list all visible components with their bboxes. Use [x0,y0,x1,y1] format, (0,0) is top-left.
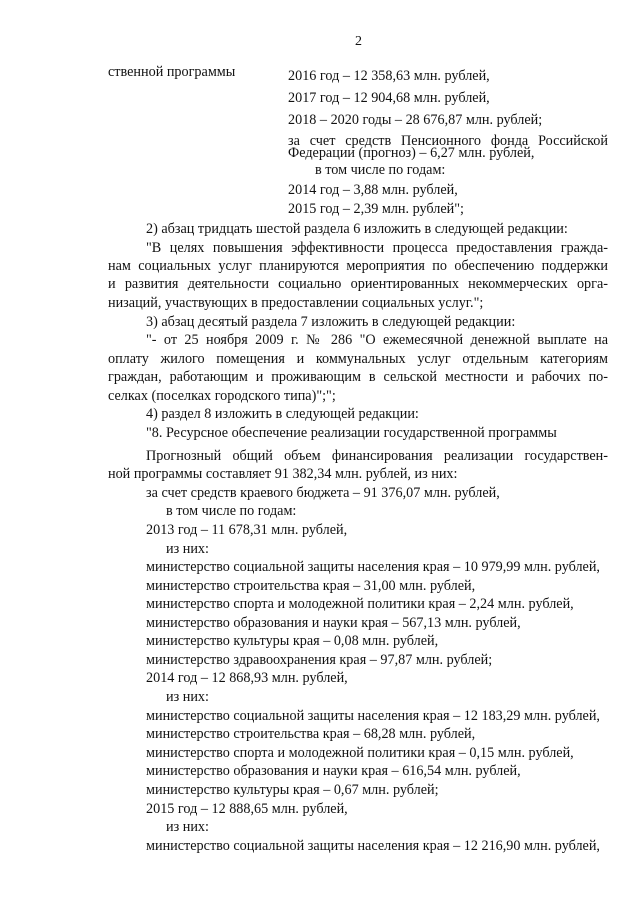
section-heading: "8. Ресурсное обеспечение реализации государственной программы [146,425,557,441]
ministry-line: министерство строительства края – 68,28 млн. рублей, [146,726,476,742]
paragraph-line: нам социальных услуг планируются мероприятия по обеспечению поддержки [108,258,608,274]
page-number: 2 [355,34,362,49]
paragraph-line: из них: [166,689,209,705]
funding-line: в том числе по годам: [315,162,446,178]
ministry-line: министерство спорта и молодежной политики края – 0,15 млн. рублей, [146,745,574,761]
ministry-line: министерство социальной защиты населения края – 12 216,90 млн. рублей, [146,838,600,854]
paragraph-line: Прогнозный общий объем финансирования реализации государствен- [146,448,608,464]
paragraph-line: ной программы составляет 91 382,34 млн. рублей, из них: [108,466,458,482]
funding-line: Федерации (прогноз) – 6,27 млн. рублей, [288,145,535,161]
ministry-line: министерство спорта и молодежной политики края – 2,24 млн. рублей, [146,596,574,612]
year-total-line: 2015 год – 12 888,65 млн. рублей, [146,801,348,817]
year-total-line: 2013 год – 11 678,31 млн. рублей, [146,522,348,538]
funding-line: 2017 год – 12 904,68 млн. рублей, [288,90,490,106]
paragraph-line: "В целях повышения эффективности процесса предоставления гражда- [146,240,608,256]
paragraph-line: оплату жилого помещения и коммунальных услуг отдельным категориям [108,351,608,367]
paragraph-line: 2) абзац тридцать шестой раздела 6 изложить в следующей редакции: [146,221,568,237]
funding-line: 2014 год – 3,88 млн. рублей, [288,182,458,198]
paragraph-line: 4) раздел 8 изложить в следующей редакции: [146,406,419,422]
year-total-line: 2014 год – 12 868,93 млн. рублей, [146,670,348,686]
funding-line: за счет средств Пенсионного фонда Российской [288,133,608,149]
funding-line: 2016 год – 12 358,63 млн. рублей, [288,68,490,84]
paragraph-line: и развития деятельности социально ориентированных некоммерческих орга- [108,276,608,292]
ministry-line: министерство социальной защиты населения края – 10 979,99 млн. рублей, [146,559,600,575]
paragraph-line: 3) абзац десятый раздела 7 изложить в следующей редакции: [146,314,516,330]
paragraph-line: граждан, работающим и проживающим в сельской местности и рабочих по- [108,369,608,385]
ministry-line: министерство культуры края – 0,08 млн. рублей, [146,633,439,649]
ministry-line: министерство здравоохранения края – 97,87 млн. рублей; [146,652,493,668]
paragraph-line: из них: [166,819,209,835]
ministry-line: министерство социальной защиты населения края – 12 183,29 млн. рублей, [146,708,600,724]
paragraph-line: в том числе по годам: [166,503,297,519]
top-left-label: ственной программы [108,64,236,80]
funding-line: 2018 – 2020 годы – 28 676,87 млн. рублей; [288,112,543,128]
ministry-line: министерство строительства края – 31,00 млн. рублей, [146,578,476,594]
ministry-line: министерство образования и науки края – 616,54 млн. рублей, [146,763,521,779]
paragraph-line: селках (поселках городского типа)";"; [108,388,336,404]
paragraph-line: за счет средств краевого бюджета – 91 376,07 млн. рублей, [146,485,500,501]
funding-line: 2015 год – 2,39 млн. рублей"; [288,201,464,217]
ministry-line: министерство культуры края – 0,67 млн. рублей; [146,782,439,798]
paragraph-line: из них: [166,541,209,557]
ministry-line: министерство образования и науки края – 567,13 млн. рублей, [146,615,521,631]
paragraph-line: "- от 25 ноября 2009 г. № 286 "О ежемесячной денежной выплате на [146,332,608,348]
paragraph-line: низаций, участвующих в предоставлении социальных услуг."; [108,295,484,311]
